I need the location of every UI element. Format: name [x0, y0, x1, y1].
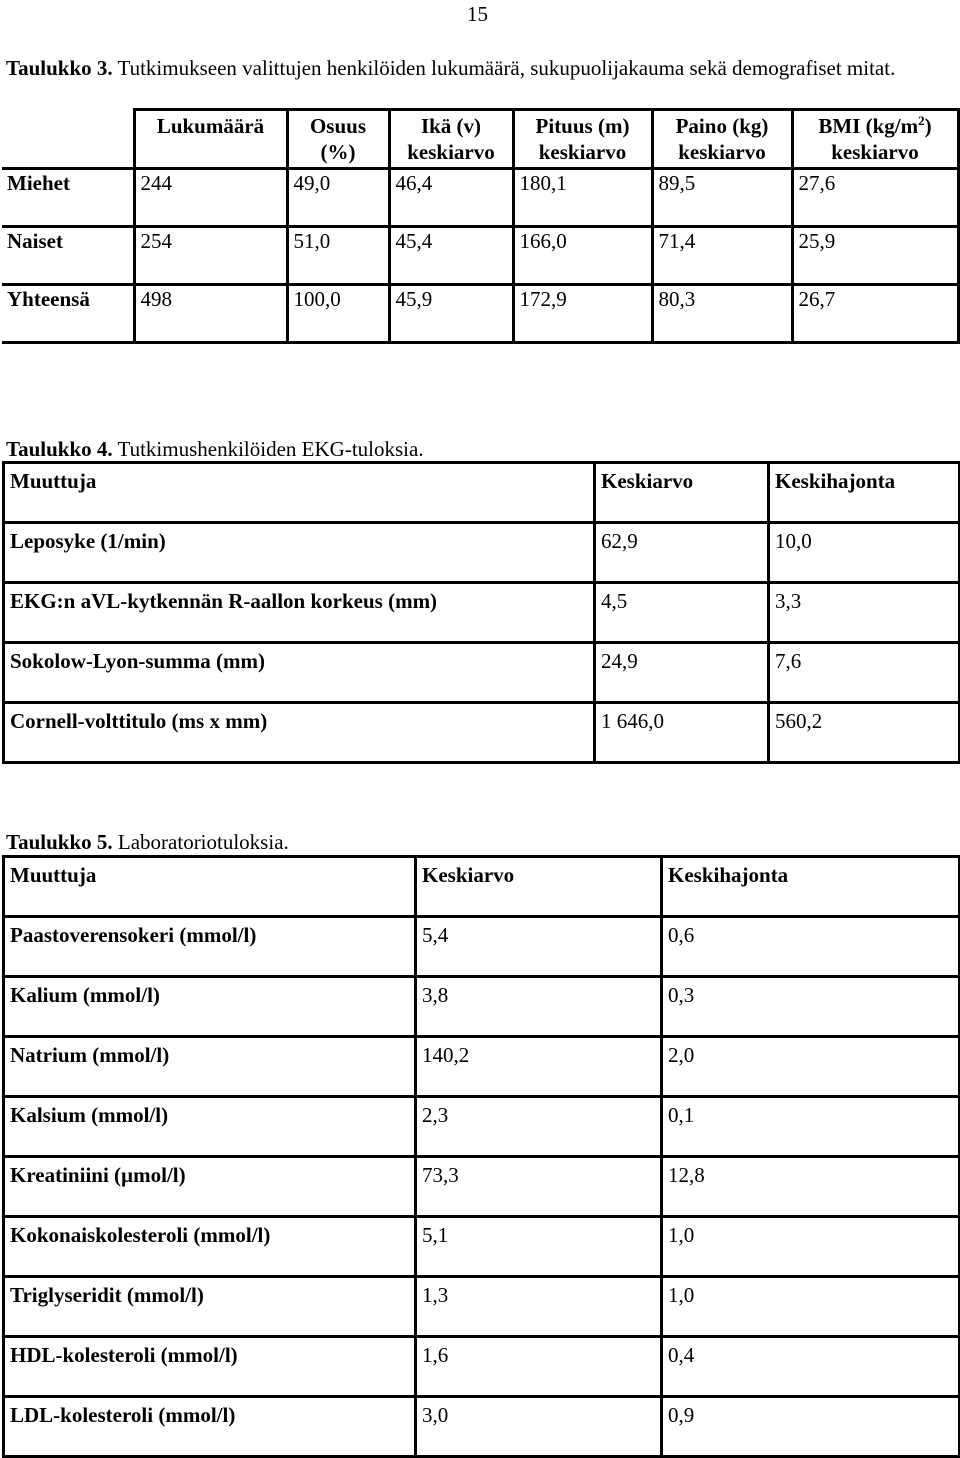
table-cell: 49,0 [287, 169, 389, 227]
table-cell: 172,9 [513, 285, 652, 343]
table4-header-row [4, 463, 960, 523]
row-label: Naiset [2, 227, 134, 285]
variable-cell: LDL-kolesteroli (mmol/l) [4, 1397, 416, 1457]
table-row [4, 523, 960, 583]
sd-cell: 0,6 [662, 917, 960, 977]
table-row [4, 1037, 960, 1097]
table5-caption [6, 829, 956, 855]
header-cell: Muuttuja [4, 463, 595, 523]
table-cell: 45,9 [389, 285, 513, 343]
table-row [4, 977, 960, 1037]
table3 [2, 108, 960, 344]
sd-cell: 10,0 [769, 523, 960, 583]
table-cell: 89,5 [652, 169, 792, 227]
table-row [2, 227, 958, 285]
mean-cell: 4,5 [595, 583, 769, 643]
sd-cell: 3,3 [769, 583, 960, 643]
page-number: 15 [467, 2, 488, 26]
table4-caption [6, 436, 956, 462]
sd-cell: 1,0 [662, 1217, 960, 1277]
table-cell: 46,4 [389, 169, 513, 227]
table-cell: 71,4 [652, 227, 792, 285]
table-row [2, 285, 958, 343]
variable-cell: EKG:n aVL-kytkennän R-aallon korkeus (mm) [4, 583, 595, 643]
table-row [4, 583, 960, 643]
row-label: Yhteensä [2, 285, 134, 343]
table-row [4, 1397, 960, 1457]
variable-cell: Kreatiniini (µmol/l) [4, 1157, 416, 1217]
sd-cell: 12,8 [662, 1157, 960, 1217]
table3-header-cell [513, 110, 652, 169]
table3-header-cell [389, 110, 513, 169]
row-label: Miehet [2, 169, 134, 227]
table4-caption-text: Tutkimushenkilöiden EKG-tuloksia. [112, 437, 424, 461]
table3-header-cell [792, 110, 958, 169]
sd-cell: 1,0 [662, 1277, 960, 1337]
table3-header-cell [652, 110, 792, 169]
table-row [4, 643, 960, 703]
sd-cell: 0,3 [662, 977, 960, 1037]
mean-cell: 3,0 [416, 1397, 662, 1457]
table-cell: 498 [134, 285, 287, 343]
variable-cell: Kalsium (mmol/l) [4, 1097, 416, 1157]
mean-cell: 3,8 [416, 977, 662, 1037]
table5-caption-text: Laboratoriotuloksia. [112, 830, 289, 854]
table3-header-label: Ikä (v) keskiarvo [407, 114, 495, 164]
sd-cell: 0,1 [662, 1097, 960, 1157]
table4 [2, 461, 960, 764]
mean-cell: 62,9 [595, 523, 769, 583]
sd-cell: 0,9 [662, 1397, 960, 1457]
table-cell: 254 [134, 227, 287, 285]
header-cell: Keskihajonta [769, 463, 960, 523]
table-cell: 27,6 [792, 169, 958, 227]
table3-header-cell: Lukumäärä [134, 110, 287, 169]
mean-cell: 140,2 [416, 1037, 662, 1097]
header-cell: Muuttuja [4, 857, 416, 917]
sd-cell: 2,0 [662, 1037, 960, 1097]
table4-caption-label: Taulukko 4. [6, 437, 113, 461]
table3-caption [6, 55, 956, 81]
table5-caption-label: Taulukko 5. [6, 830, 113, 854]
mean-cell: 5,4 [416, 917, 662, 977]
table3-header-label: Paino (kg) keskiarvo [675, 114, 769, 164]
variable-cell: Triglyseridit (mmol/l) [4, 1277, 416, 1337]
mean-cell: 1,6 [416, 1337, 662, 1397]
table3-header-label: BMI $(kg/m^2)$ keskiarvo [818, 113, 932, 164]
table5 [2, 855, 960, 1458]
table-row [2, 169, 958, 227]
table-row [4, 917, 960, 977]
table3-caption-label: Taulukko 3. [6, 56, 113, 80]
table-cell: 45,4 [389, 227, 513, 285]
table-row [4, 1277, 960, 1337]
header-cell: Keskihajonta [662, 857, 960, 917]
variable-cell: Natrium (mmol/l) [4, 1037, 416, 1097]
table-cell: 166,0 [513, 227, 652, 285]
variable-cell: Kalium (mmol/l) [4, 977, 416, 1037]
table3-header-row [2, 110, 958, 169]
mean-cell: 24,9 [595, 643, 769, 703]
sd-cell: 0,4 [662, 1337, 960, 1397]
variable-cell: Sokolow-Lyon-summa (mm) [4, 643, 595, 703]
table3-header-label: Pituus (m) keskiarvo [535, 114, 630, 164]
table5-header-row [4, 857, 960, 917]
mean-cell: 5,1 [416, 1217, 662, 1277]
mean-cell: 1 646,0 [595, 703, 769, 763]
table3-header-label: Osuus (%) [309, 114, 367, 164]
sd-cell: 560,2 [769, 703, 960, 763]
variable-cell: Cornell-volttitulo (ms x mm) [4, 703, 595, 763]
variable-cell: Paastoverensokeri (mmol/l) [4, 917, 416, 977]
table-row [4, 1097, 960, 1157]
table3-caption-text: Tutkimukseen valittujen henkilöiden lukumäärä, sukupuolijakauma sekä demografiset mitat. [112, 56, 896, 80]
table-cell: 100,0 [287, 285, 389, 343]
table-row [4, 703, 960, 763]
variable-cell: HDL-kolesteroli (mmol/l) [4, 1337, 416, 1397]
sd-cell: 7,6 [769, 643, 960, 703]
mean-cell: 73,3 [416, 1157, 662, 1217]
table-cell: 244 [134, 169, 287, 227]
table-cell: 26,7 [792, 285, 958, 343]
table-cell: 180,1 [513, 169, 652, 227]
table-cell: 51,0 [287, 227, 389, 285]
table-cell: 25,9 [792, 227, 958, 285]
mean-cell: 1,3 [416, 1277, 662, 1337]
table-row [4, 1217, 960, 1277]
header-cell: Keskiarvo [416, 857, 662, 917]
variable-cell: Leposyke (1/min) [4, 523, 595, 583]
variable-cell: Kokonaiskolesteroli (mmol/l) [4, 1217, 416, 1277]
table3-header-cell [287, 110, 389, 169]
mean-cell: 2,3 [416, 1097, 662, 1157]
table-cell: 80,3 [652, 285, 792, 343]
table-row [4, 1157, 960, 1217]
table3-corner-cell [2, 110, 134, 169]
header-cell: Keskiarvo [595, 463, 769, 523]
table-row [4, 1337, 960, 1397]
